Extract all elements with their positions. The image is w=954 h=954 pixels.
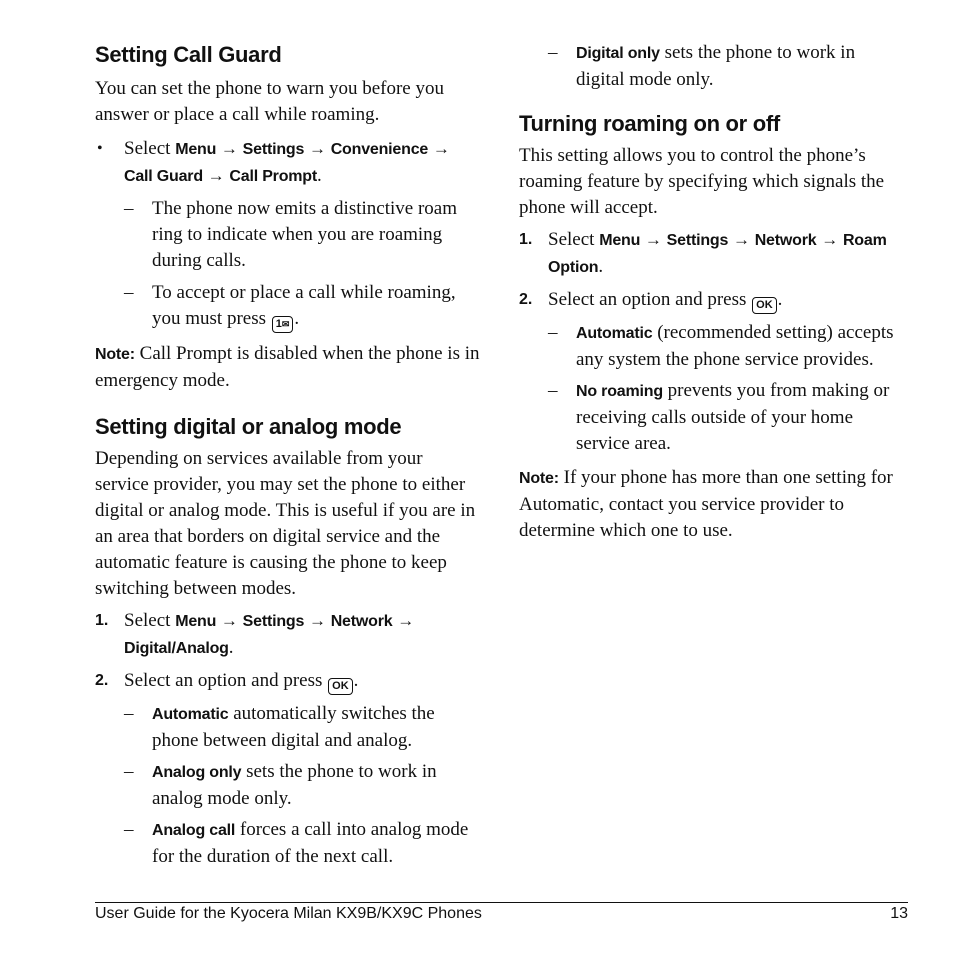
digital-analog-step-2: 2. Select an option and press OK . (95, 668, 480, 695)
call-prompt-label: Call Prompt (229, 168, 318, 185)
option-no-roaming: – No roaming prevents you from making or receiving calls outside of your home service area. (548, 380, 890, 454)
digital-analog-intro: Depending on services available from your service provider, you may set the phone to either digital or analog mode. This is useful if you are in an area that borders on digital service and the automatic feature is causing the phone to keep switching between modes. (95, 448, 476, 599)
ok-key-icon: OK (752, 297, 777, 314)
call-guard-step: • Select Menu → Settings → Convenience → Call Guard → Call Prompt. (97, 138, 450, 186)
heading-digital-analog: Setting digital or analog mode (95, 414, 402, 439)
option-analog-call: – Analog call forces a call into analog mode for the duration of the next call. (124, 819, 469, 867)
ok-key-icon: OK (328, 678, 353, 695)
option-automatic: – Automatic automatically switches the phone between digital and analog. (124, 703, 435, 751)
roaming-step-1: 1. Select Menu → Settings → Network → Roam Option. (519, 229, 887, 277)
roaming-note: Note: If your phone has more than one setting for Automatic, contact you service provider to determine which one to use. (519, 467, 893, 541)
page-number: 13 (890, 905, 908, 922)
call-guard-sub-2: – To accept or place a call while roaming, you must press 1✉ . (95, 280, 480, 333)
call-guard-label: Call Guard (124, 168, 203, 185)
convenience-label: Convenience (330, 141, 429, 158)
roaming-step-2: 2. Select an option and press OK . (519, 287, 904, 314)
call-guard-note: Note: Call Prompt is disabled when the phone is in emergency mode. (95, 343, 480, 391)
menu-label: Menu (175, 141, 217, 158)
heading-roaming: Turning roaming on or off (519, 111, 780, 136)
option-roam-automatic: – Automatic (recommended setting) accepts any system the phone service provides. (548, 322, 894, 370)
heading-call-guard: Setting Call Guard (95, 42, 282, 67)
one-key-icon: 1✉ (272, 316, 294, 333)
right-column (519, 40, 904, 544)
settings-label: Settings (242, 141, 305, 158)
footer-title: User Guide for the Kyocera Milan KX9B/KX9C Phones (95, 905, 482, 922)
footer-rule (95, 902, 908, 903)
roaming-intro: This setting allows you to control the phone’s roaming feature by specifying which signals the phone will accept. (519, 145, 885, 218)
option-digital-only: – Digital only sets the phone to work in digital mode only. (548, 42, 856, 90)
call-guard-intro: You can set the phone to warn you before you answer or place a call while roaming. (95, 78, 444, 125)
left-column (95, 40, 480, 870)
digital-analog-step-1: 1. Select Menu → Settings → Network → Digital/Analog. (95, 610, 415, 658)
call-guard-sub-1: – The phone now emits a distinctive roam ring to indicate when you are roaming during calls. (124, 198, 457, 271)
option-analog-only: – Analog only sets the phone to work in analog mode only. (124, 761, 437, 809)
bullet-marker: • (97, 140, 103, 157)
